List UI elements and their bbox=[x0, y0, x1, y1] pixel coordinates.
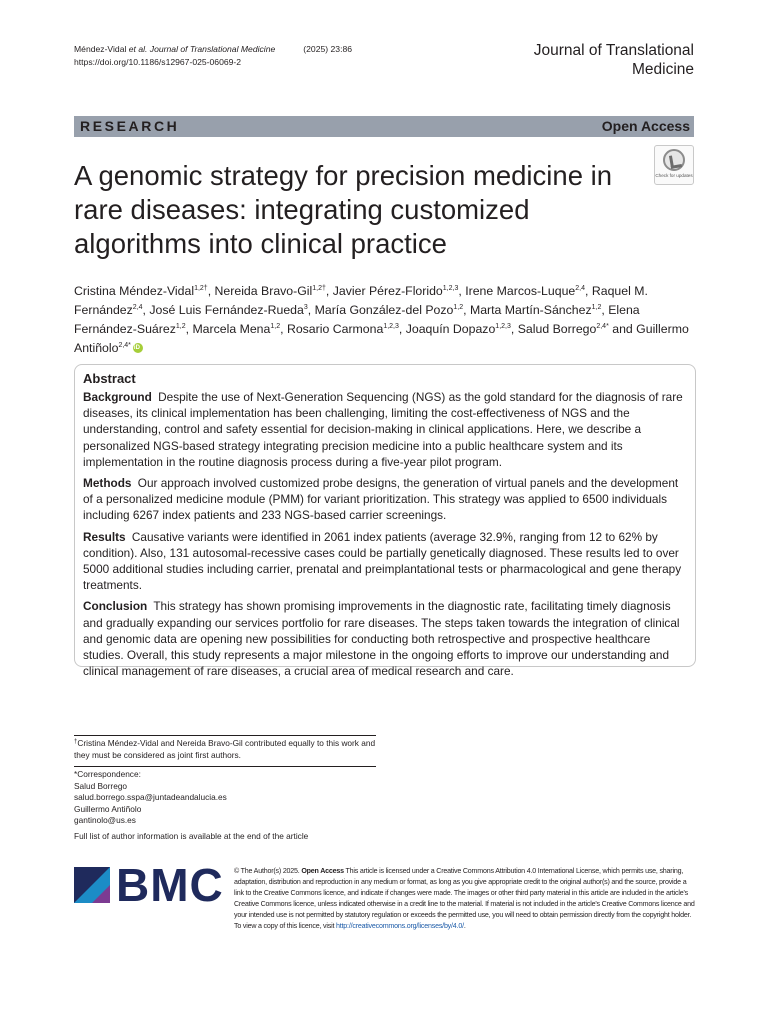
author-name: Marta Martín-Sánchez bbox=[469, 303, 592, 317]
abstract-conclusion-label: Conclusion bbox=[83, 599, 148, 614]
abstract-results-label: Results bbox=[83, 529, 126, 544]
article-title: A genomic strategy for precision medicine in rare diseases: integrating customized algorithms into clinical practice bbox=[74, 160, 613, 259]
journal-name: Journal of Translational Medicine bbox=[533, 42, 694, 78]
citation-year-volume: (2025) 23:86 bbox=[303, 44, 353, 54]
author-info-note: Full list of author information is available at the end of the article bbox=[74, 831, 309, 841]
correspondent-name: Guillermo Antiñolo bbox=[74, 803, 142, 814]
author-affiliation: 2,4* bbox=[596, 323, 609, 330]
author-affiliation: 1,2 bbox=[591, 304, 602, 311]
author-name: Salud Borrego bbox=[517, 322, 597, 336]
author-affiliation: 1,2 bbox=[270, 323, 281, 330]
author-name: Elena Fernández-Suárez bbox=[74, 303, 640, 336]
abstract-methods-text: Our approach involved customized probe designs, the generation of virtual panels and the development of a personalized medicine module (PMM) for variant prioritization. This strategy was applied to 6500 individuals including 6267 index patients and 233 NGS-based carrier screenings. bbox=[83, 476, 679, 523]
correspondence-label: *Correspondence: bbox=[74, 769, 141, 779]
check-for-updates-button[interactable] bbox=[654, 145, 694, 185]
author-name: Guillermo Antiñolo bbox=[74, 322, 689, 355]
correspondence-block bbox=[74, 766, 376, 827]
license-link[interactable]: http://creativecommons.org/licenses/by/4.0/ bbox=[336, 921, 464, 930]
author-name: Nereida Bravo-Gil bbox=[214, 284, 313, 298]
author-affiliation: 1,2,3 bbox=[383, 323, 399, 330]
author-name: Raquel M. Fernández bbox=[74, 284, 648, 317]
author-name: Cristina Méndez-Vidal bbox=[74, 284, 195, 298]
abstract-background-text: Despite the use of Next-Generation Sequencing (NGS) as the gold standard for the diagnosis of rare diseases, its clinical implementation has been challenging, limiting the cost-effectiveness of NGS and the understanding, control and safety essential for decision-making in clinical applications. Here, we describe a personalized NGS-based strategy integrating precision medicine into a public healthcare system and its implementation in the routine diagnosis process during a five-year pilot program. bbox=[83, 390, 683, 469]
license-text: This article is licensed under a Creative Commons Attribution 4.0 International License, which permits use, sharing, adaptation, distribution and reproduction in any medium or format, as long as you give appropriate credit to the original author(s) and the source, provide a link to the Creative Commons licence, and indicate if changes were made. The images or other third party material in this article are included in the article's Creative Commons licence, unless indicated otherwise in a credit line to the material. If material is not included in the article's Creative Commons licence and your intended use is not permitted by statutory regulation or exceeds the permitted use, you will need to obtain permission directly from the copyright holder. To view a copy of this licence, visit bbox=[234, 867, 695, 930]
citation-authors: Méndez-Vidal bbox=[74, 44, 129, 54]
author-affiliation: 1,2,3 bbox=[495, 323, 511, 330]
check-updates-icon bbox=[663, 149, 685, 171]
equal-contribution-footnote bbox=[74, 735, 376, 761]
bmc-logo-mark bbox=[74, 867, 110, 903]
section-banner bbox=[74, 116, 694, 137]
correspondent-email[interactable]: salud.borrego.sspa@juntadeandalucia.es bbox=[74, 792, 227, 802]
correspondent-name: Salud Borrego bbox=[74, 780, 128, 791]
author-name: José Luis Fernández-Rueda bbox=[149, 303, 304, 317]
abstract-results bbox=[83, 529, 687, 594]
equal-contribution-text: Cristina Méndez-Vidal and Nereida Bravo-Gil contributed equally to this work and they must be considered as joint first authors. bbox=[74, 738, 376, 760]
author-name: Irene Marcos-Luque bbox=[465, 284, 576, 298]
license-statement bbox=[234, 866, 696, 931]
author-name: Javier Pérez-Florido bbox=[332, 284, 443, 298]
abstract-background-label: Background bbox=[83, 390, 152, 404]
author-affiliation: 3 bbox=[303, 304, 308, 311]
abstract-box bbox=[74, 364, 696, 679]
running-header bbox=[74, 43, 352, 69]
doi-link[interactable]: https://doi.org/10.1186/s12967-025-06069-2 bbox=[74, 57, 242, 67]
orcid-icon[interactable] bbox=[133, 343, 143, 353]
author-affiliation: 1,2† bbox=[312, 285, 326, 292]
open-access-label: Open Access bbox=[601, 118, 690, 134]
citation-journal: et al. Journal of Translational Medicine bbox=[128, 44, 276, 54]
author-affiliation: 1,2,3 bbox=[442, 285, 459, 292]
author-conjunction: and bbox=[608, 322, 637, 336]
author-affiliation: 2,4* bbox=[118, 342, 131, 349]
bmc-logo-corner bbox=[92, 885, 110, 903]
abstract-conclusion-text: This strategy has shown promising improvements in the diagnostic rate, facilitating timely diagnosis and gradually expanding our services portfolio for rare diseases. The steps taken towards the integration of clinical and genomic data are opening new possibilities for conducting both retrospective and prospective healthcare studies. Overall, this study represents a major milestone in the ongoing efforts to improve our understanding and clinical management of rare diseases, a crucial area of medical research and care. bbox=[83, 599, 680, 679]
author-name: Marcela Mena bbox=[192, 322, 271, 336]
bmc-logo[interactable] bbox=[74, 859, 224, 914]
license-open-access: Open Access bbox=[301, 867, 344, 875]
section-label: RESEARCH bbox=[80, 118, 180, 134]
author-affiliation: 2,4 bbox=[575, 285, 585, 292]
author-affiliation: 2,4 bbox=[132, 304, 143, 311]
bmc-logo-text: BMC bbox=[116, 859, 224, 911]
author-name: María González-del Pozo bbox=[314, 303, 454, 317]
abstract-conclusion bbox=[83, 598, 687, 679]
author-affiliation: 1,2 bbox=[175, 323, 186, 330]
correspondent-email[interactable]: gantinolo@us.es bbox=[74, 815, 136, 825]
abstract-results-text: Causative variants were identified in 2061 index patients (average 32.9%, ranging from 12 to 62% by condition). Also, 131 autosomal-recessive cases could be partially genetically diagnosed. These results led to over 5000 additional studies including carrier, prenatal and preimplantational tests or pharmacological and gene therapy treatments. bbox=[83, 529, 682, 593]
abstract-methods-label: Methods bbox=[83, 476, 132, 491]
citation-line bbox=[74, 43, 352, 56]
abstract-methods bbox=[83, 475, 687, 524]
author-name: Joaquín Dopazo bbox=[405, 322, 496, 336]
abstract-heading: Abstract bbox=[83, 371, 136, 386]
abstract-background bbox=[83, 389, 687, 470]
check-updates-label: Check for updates bbox=[655, 173, 693, 178]
author-name: Rosario Carmona bbox=[286, 322, 384, 336]
license-suffix: . bbox=[463, 921, 466, 930]
author-list: Cristina Méndez-Vidal$^{1,2\dagger}$, Nereida Bravo-Gil$^{1,2\dagger}$, Javier Pérez-Florido$^{1,2,3}$, Irene Marcos-Luque$^{2,4}$, Raquel M. Fernández$^{2,4}$, José Luis Fernández-Rueda$^3$, María González-del Pozo$^{1,2}$, Marta Martín-Sánchez$^{1,2}$, Elena Fernández-Suárez$^{1,2}$, Marcela Mena$^{1,2}$, Rosario Carmona$^{1,2,3}$, Joaquín Dopazo$^{1,2,3}$, Salud Borrego$^{2,4*}$ and Guillermo Antiñolo$^{2,4*}$iD bbox=[74, 282, 696, 358]
author-affiliation: 1,2 bbox=[453, 304, 464, 311]
author-affiliation: 1,2† bbox=[194, 285, 208, 292]
footnote-dagger: † bbox=[74, 739, 78, 745]
license-copyright: © The Author(s) 2025. bbox=[234, 867, 300, 875]
